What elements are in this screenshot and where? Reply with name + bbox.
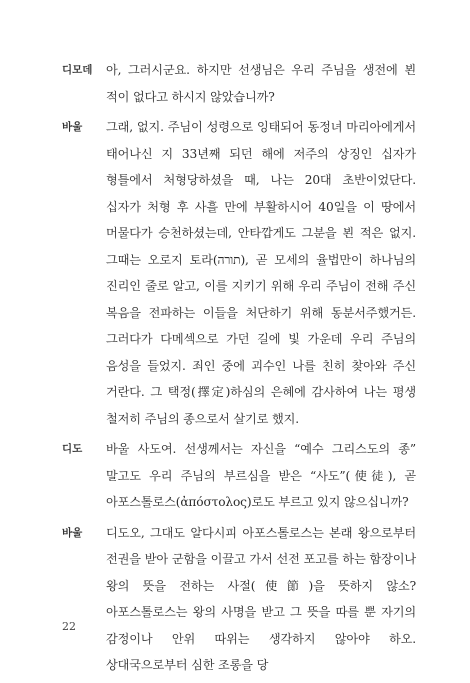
speech-text: 그래, 없지. 주님이 성령으로 잉태되어 동정녀 마리아에게서 태어나신 지 33년째 되던 해에 저주의 상징인 십자가 형틀에서 처형당하셨을 때, 나는 20대 초반이었단다. 십자가 처형 후 사흘 만에 부활하시어 40일을 이 땅에서 머물다가 승천하셨는데, 안타깝게도 그분을 뵌 적은 없지. 그때는 오로지 토라(תורה), 곧 모세의 율법만이 하나님의 진리인 줄로 알고, 이를 지키기 위해 우리 주님이 전해 주신 복음을 전파하는 이들을 처단하기 위해 동분서주했거든. 그러다가 다메섹으로 가던 길에 빛 가운데 우리 주님의 음성을 들었지. 죄인 중에 괴수인 나를 친히 찾아와 주신 거란다. 그 택정(擇定)하심의 은혜에 감사하여 나는 평생 철저히 주님의 종으로서 살기로 했지. (106, 120, 417, 426)
speaker-label: 디도 (62, 443, 83, 455)
page-number: 22 (62, 620, 76, 633)
speaker-label: 디모데 (62, 64, 93, 76)
dialogue-body (62, 57, 416, 683)
dialogue-entry (62, 114, 416, 432)
dialogue-entry (62, 57, 416, 110)
speaker-label: 바울 (62, 526, 83, 539)
dialogue-entry (62, 520, 416, 679)
speech-text: 바울 사도여. 선생께서는 자신을 “예수 그리스도의 종” 말고도 우리 주님의 부르심을 받은 “사도”(使徒), 곧 아포스톨로스(ἀπόστολος)로도 부르고 있지 않으십니까? (106, 442, 416, 509)
speech-text: 아, 그러시군요. 하지만 선생님은 우리 주님을 생전에 뵌 적이 없다고 하시지 않았습니까? (106, 63, 416, 104)
dialogue-entry (62, 436, 416, 516)
speaker-label: 바울 (62, 121, 83, 133)
speech-text: 디도오, 그대도 알다시피 아포스톨로스는 본래 왕으로부터 전권을 받아 군함을 이끌고 가서 선전 포고를 하는 함장이나 왕의 뜻을 전하는 사절(使節)을 뜻하지 않소? 아포스톨로스는 왕의 사명을 받고 그 뜻을 따를 뿐 자기의 감정이나 안위 따위는 생각하지 않아야 하오. 상대국으로부터 심한 조롱을 당 (106, 525, 416, 672)
